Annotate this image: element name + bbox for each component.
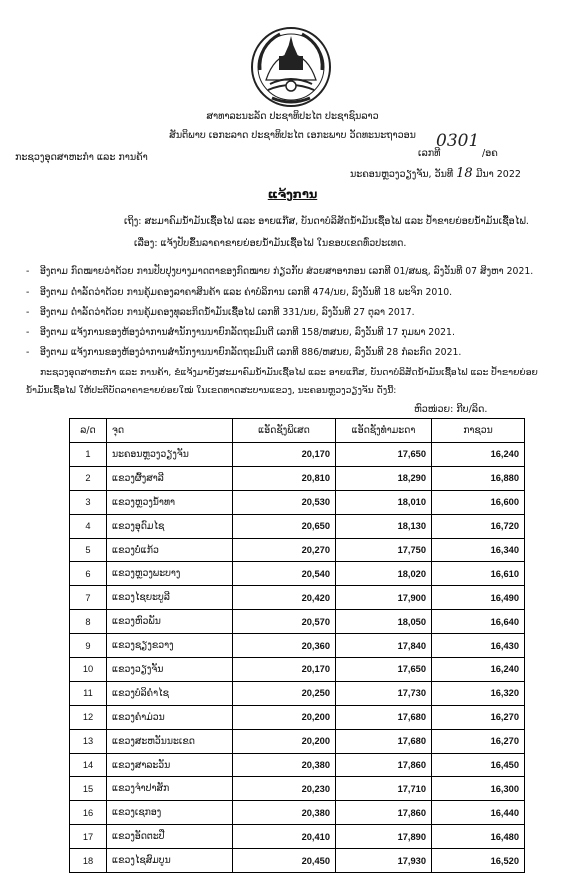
row-place: ແຂວງວຽງຈັນ — [107, 658, 233, 682]
row-no: 7 — [70, 586, 107, 610]
row-special: 20,200 — [233, 705, 336, 729]
row-diesel: 16,270 — [432, 729, 525, 753]
header-no: ລ/ດ — [70, 419, 107, 443]
row-no: 3 — [70, 490, 107, 514]
reference-item: - ອີງຕາມ ດຳລັດວ່າດ້ວຍ ການຄຸ້ມຄອງລາຄາສິນຄ້າ ແລະ ຄ່າບໍລິການ ເລກທີ 474/ນຍ, ລົງວັນທີ 18 ພະຈິກ 2010. — [26, 287, 453, 298]
row-no: 1 — [70, 443, 107, 467]
row-diesel: 16,270 — [432, 705, 525, 729]
table-row — [70, 777, 525, 801]
row-diesel: 16,430 — [432, 634, 525, 658]
table-row — [70, 610, 525, 634]
row-regular: 17,890 — [336, 825, 432, 849]
row-special: 20,170 — [233, 658, 336, 682]
row-regular: 17,840 — [336, 634, 432, 658]
row-place: ແຂວງບໍ່ແກ້ວ — [107, 538, 233, 562]
row-special: 20,420 — [233, 586, 336, 610]
row-special: 20,230 — [233, 777, 336, 801]
row-regular: 18,290 — [336, 466, 432, 490]
national-emblem-icon — [250, 26, 332, 108]
row-diesel: 16,340 — [432, 538, 525, 562]
row-no: 18 — [70, 849, 107, 873]
table-row — [70, 634, 525, 658]
row-diesel: 16,600 — [432, 490, 525, 514]
table-row — [70, 514, 525, 538]
row-place: ແຂວງອັດຕະປື — [107, 825, 233, 849]
row-special: 20,650 — [233, 514, 336, 538]
row-place: ແຂວງບໍລິຄຳໄຊ — [107, 681, 233, 705]
row-place: ແຂວງຈຳປາສັກ — [107, 777, 233, 801]
row-regular: 18,130 — [336, 514, 432, 538]
row-diesel: 16,490 — [432, 586, 525, 610]
row-diesel: 16,720 — [432, 514, 525, 538]
doc-number-label: ເລກທີ — [418, 148, 441, 159]
row-special: 20,410 — [233, 825, 336, 849]
row-place: ແຂວງຄຳມ່ວນ — [107, 705, 233, 729]
table-row — [70, 466, 525, 490]
to-line: ເຖິງ: ສະມາຄົມນໍ້າມັນເຊື້ອໄຟ ແລະ ອາຍແກ໊ສ, ບັນດາບໍລິສັດນໍ້າມັນເຊື້ອໄຟ ແລະ ປໍ້າຂາຍຍ່ອຍນໍ້າມັນເຊື້ອໄຟ. — [124, 216, 529, 227]
row-regular: 17,900 — [336, 586, 432, 610]
row-regular: 18,020 — [336, 562, 432, 586]
table-row — [70, 729, 525, 753]
row-diesel: 16,610 — [432, 562, 525, 586]
body-line-1: ກະຊວງອຸດສາຫະກຳ ແລະ ການຄ້າ, ຂໍແຈ້ງມາຍັງສະມາຄົມນໍ້າມັນເຊື້ອໄຟ ແລະ ອາຍແກ໊ສ, ບັນດາບໍລິສັດນໍ້າມັນເຊື້ອໄຟ ແລະ ປໍ້າຂາຍຍ່ອຍ — [40, 367, 538, 378]
row-place: ແຂວງຊຽງຂວາງ — [107, 634, 233, 658]
header-diesel: ກາຊວນ — [432, 419, 525, 443]
row-regular: 17,860 — [336, 753, 432, 777]
day-handwritten: 18 — [456, 166, 473, 181]
row-no: 14 — [70, 753, 107, 777]
row-diesel: 16,640 — [432, 610, 525, 634]
row-special: 20,540 — [233, 562, 336, 586]
row-no: 12 — [70, 705, 107, 729]
table-row — [70, 538, 525, 562]
row-regular: 17,650 — [336, 658, 432, 682]
row-diesel: 16,240 — [432, 443, 525, 467]
place-date-suffix: ມີນາ 2022 — [475, 169, 521, 180]
row-no: 5 — [70, 538, 107, 562]
row-place: ແຂວງຫຼວງນໍ້າທາ — [107, 490, 233, 514]
header-place: ຈຸດ — [107, 419, 233, 443]
row-diesel: 16,450 — [432, 753, 525, 777]
row-diesel: 16,320 — [432, 681, 525, 705]
row-special: 20,200 — [233, 729, 336, 753]
table-row — [70, 562, 525, 586]
table-row — [70, 849, 525, 873]
table-row — [70, 681, 525, 705]
row-special: 20,530 — [233, 490, 336, 514]
row-place: ແຂວງຜົ້ງສາລີ — [107, 466, 233, 490]
motto-line: ສັນຕິພາບ ເອກະລາດ ປະຊາທິປະໄຕ ເອກະພາບ ວັດທະນະຖາວອນ — [169, 130, 416, 141]
row-place: ແຂວງໄຊສົມບູນ — [107, 849, 233, 873]
row-place: ແຂວງເຊກອງ — [107, 801, 233, 825]
doc-number-suffix: /ອຄ — [482, 148, 498, 159]
doc-number-handwritten: 0301 — [436, 131, 480, 151]
row-place: ແຂວງໄຊຍະບູລີ — [107, 586, 233, 610]
place-date-prefix: ນະຄອນຫຼວງວຽງຈັນ, ວັນທີ — [350, 169, 454, 180]
notice-title: ແຈ້ງການ — [267, 187, 318, 201]
row-special: 20,380 — [233, 801, 336, 825]
row-no: 4 — [70, 514, 107, 538]
table-row — [70, 586, 525, 610]
row-special: 20,380 — [233, 753, 336, 777]
table-row — [70, 801, 525, 825]
row-regular: 17,860 — [336, 801, 432, 825]
row-special: 20,570 — [233, 610, 336, 634]
row-regular: 17,750 — [336, 538, 432, 562]
row-place: ແຂວງສາລະວັນ — [107, 753, 233, 777]
table-row — [70, 490, 525, 514]
unit-note: ຫົວໜ່ວຍ: ກີບ/ລິດ. — [414, 404, 488, 415]
row-special: 20,270 — [233, 538, 336, 562]
row-special: 20,450 — [233, 849, 336, 873]
fuel-price-table — [69, 418, 525, 873]
row-no: 8 — [70, 610, 107, 634]
row-diesel: 16,240 — [432, 658, 525, 682]
ministry-name: ກະຊວງອຸດສາຫະກຳ ແລະ ການຄ້າ — [15, 152, 148, 163]
row-place: ແຂວງສະຫວັນນະເຂດ — [107, 729, 233, 753]
row-special: 20,810 — [233, 466, 336, 490]
row-no: 16 — [70, 801, 107, 825]
body-line-2: ນໍ້າມັນເຊື້ອໄຟ ໃຫ້ປະຕິບັດລາຄາຂາຍຍ່ອຍໃໝ່ ໃນເຂດທາດສະບານແຂວງ, ນະຄອນຫຼວງວຽງຈັນ ດັ່ງນີ້: — [26, 385, 397, 396]
reference-item: - ອີງຕາມ ກົດໝາຍວ່າດ້ວຍ ການປັບປຸງບາງມາດຕາຂອງກົດໝາຍ ກ່ຽວກັບ ສ່ວຍສາອາກອນ ເລກທີ 01/ສພຊ, ລົງວັນທີ 07 ສິງຫາ 2021. — [26, 266, 534, 277]
row-special: 20,170 — [233, 443, 336, 467]
row-place: ແຂວງຫຼວງພະບາງ — [107, 562, 233, 586]
header-regular: ແອັດຊັງທຳມະດາ — [336, 419, 432, 443]
reference-item: - ອີງຕາມ ດຳລັດວ່າດ້ວຍ ການຄຸ້ມຄອງທຸລະກິດນໍ້າມັນເຊື້ອໄຟ ເລກທີ 331/ນຍ, ລົງວັນທີ 27 ຕຸລາ 2017. — [26, 307, 415, 318]
table-header-row — [70, 419, 525, 443]
row-diesel: 16,440 — [432, 801, 525, 825]
table-row — [70, 443, 525, 467]
row-no: 15 — [70, 777, 107, 801]
row-regular: 17,680 — [336, 705, 432, 729]
row-regular: 17,730 — [336, 681, 432, 705]
row-no: 2 — [70, 466, 107, 490]
subject-line: ເລື່ອງ: ແຈ້ງປັບຂຶ້ນລາຄາຂາຍຍ່ອຍນໍ້າມັນເຊື້ອໄຟ ໃນຂອບເຂດທົ່ວປະເທດ. — [134, 238, 407, 249]
row-no: 11 — [70, 681, 107, 705]
row-place: ແຂວງຫົວພັນ — [107, 610, 233, 634]
reference-item: - ອີງຕາມ ແຈ້ງການຂອງຫ້ອງວ່າການສຳນັກງານນາຍົກລັດຖະມົນຕີ ເລກທີ 886/ຫສນຍ, ລົງວັນທີ 28 ກໍລະກົດ 2021. — [26, 347, 462, 358]
row-regular: 18,050 — [336, 610, 432, 634]
row-regular: 17,650 — [336, 443, 432, 467]
place-date — [350, 168, 521, 181]
row-no: 10 — [70, 658, 107, 682]
row-no: 9 — [70, 634, 107, 658]
row-place: ນະຄອນຫຼວງວຽງຈັນ — [107, 443, 233, 467]
row-no: 6 — [70, 562, 107, 586]
row-no: 13 — [70, 729, 107, 753]
row-diesel: 16,880 — [432, 466, 525, 490]
header-special: ແອັດຊັງພິເສດ — [233, 419, 336, 443]
row-diesel: 16,300 — [432, 777, 525, 801]
row-regular: 17,710 — [336, 777, 432, 801]
table-row — [70, 658, 525, 682]
row-diesel: 16,480 — [432, 825, 525, 849]
row-place: ແຂວງອຸດົມໄຊ — [107, 514, 233, 538]
row-special: 20,360 — [233, 634, 336, 658]
row-special: 20,250 — [233, 681, 336, 705]
table-row — [70, 825, 525, 849]
row-no: 17 — [70, 825, 107, 849]
reference-item: - ອີງຕາມ ແຈ້ງການຂອງຫ້ອງວ່າການສຳນັກງານນາຍົກລັດຖະມົນຕີ ເລກທີ 158/ຫສນຍ, ລົງວັນທີ 17 ກຸມພາ 2021. — [26, 327, 455, 338]
table-row — [70, 705, 525, 729]
row-regular: 17,680 — [336, 729, 432, 753]
table-row — [70, 753, 525, 777]
country-line: ສາທາລະນະລັດ ປະຊາທິປະໄຕ ປະຊາຊົນລາວ — [206, 111, 379, 122]
row-regular: 18,010 — [336, 490, 432, 514]
row-diesel: 16,520 — [432, 849, 525, 873]
row-regular: 17,930 — [336, 849, 432, 873]
